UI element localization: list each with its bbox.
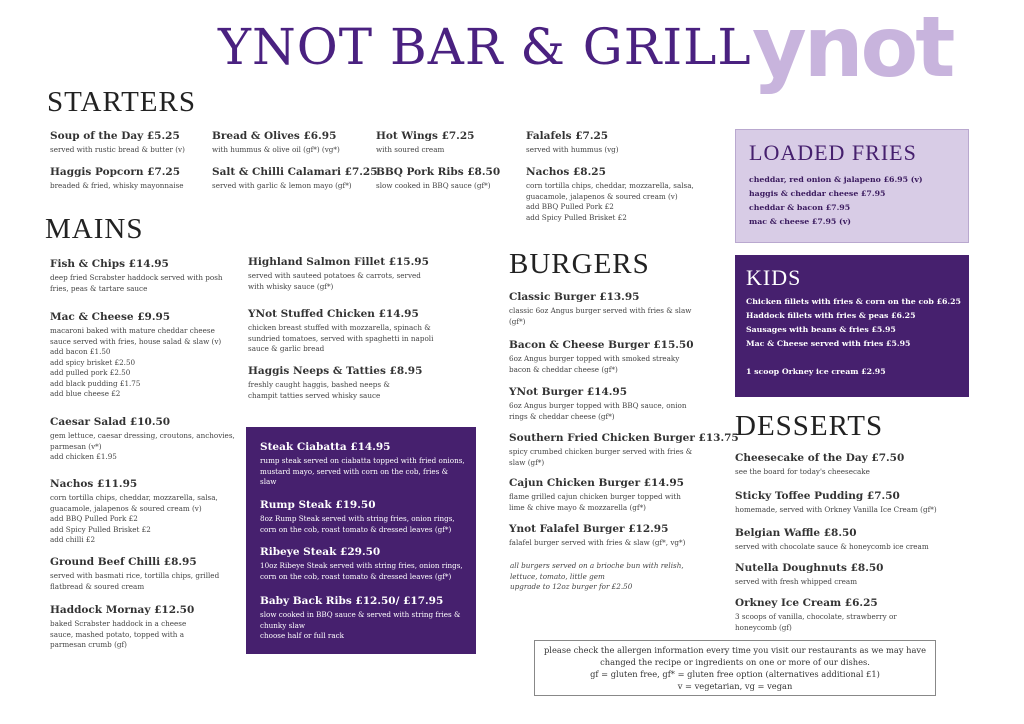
menu-item bbox=[212, 130, 372, 156]
item-name: Steak Ciabatta £14.95 bbox=[260, 441, 391, 453]
item-desc: slow cooked in BBQ sauce (gf*) bbox=[376, 181, 491, 190]
item-desc: served with chocolate sauce & honeycomb ice cream bbox=[735, 542, 929, 551]
allergen-line: gf = gluten free, gf* = gluten free option (alternatives additional £1) bbox=[590, 669, 880, 679]
item-desc: served with hummus (vg) bbox=[526, 145, 619, 154]
menu-item bbox=[260, 499, 465, 535]
item-desc: with soured cream bbox=[376, 145, 445, 154]
menu-item bbox=[735, 597, 910, 633]
burgers-heading: BURGERS bbox=[509, 248, 650, 280]
item-name: Belgian Waffle £8.50 bbox=[735, 527, 857, 539]
menu-item bbox=[376, 130, 516, 156]
item-desc: served with fresh whipped cream bbox=[735, 577, 858, 586]
item-name: Salt & Chilli Calamari £7.25 bbox=[212, 166, 378, 178]
item-name: Haggis Neeps & Tatties £8.95 bbox=[248, 365, 423, 377]
item-desc: slow cooked in BBQ sauce & served with string fries & chunky slaw choose half or full rack bbox=[260, 610, 461, 640]
item-name: Ribeye Steak £29.50 bbox=[260, 546, 381, 558]
item-name: Falafels £7.25 bbox=[526, 130, 609, 142]
item-name: Sticky Toffee Pudding £7.50 bbox=[735, 490, 900, 502]
item-desc: breaded & fried, whisky mayonnaise bbox=[50, 181, 184, 190]
menu-item bbox=[526, 166, 701, 223]
menu-item bbox=[735, 490, 965, 516]
menu-item bbox=[260, 441, 465, 488]
list-item: Haddock fillets with fries & peas £6.25 bbox=[746, 311, 916, 320]
menu-item bbox=[212, 166, 378, 192]
item-name: Baby Back Ribs £12.50/ £17.95 bbox=[260, 595, 444, 607]
allergen-line: v = vegetarian, vg = vegan bbox=[677, 681, 793, 691]
list-item: Chicken fillets with fries & corn on the cob £6.25 bbox=[746, 297, 961, 306]
item-desc: with hummus & olive oil (gf*) (vg*) bbox=[212, 145, 340, 154]
item-desc: flame grilled cajun chicken burger topped with lime & chive mayo & mozzarella (gf*) bbox=[509, 492, 681, 512]
item-desc: served with sauteed potatoes & carrots, served with whisky sauce (gf*) bbox=[248, 271, 421, 291]
item-name: Bread & Olives £6.95 bbox=[212, 130, 337, 142]
item-desc: served with basmati rice, tortilla chips, grilled flatbread & soured cream bbox=[50, 571, 220, 591]
starters-heading: STARTERS bbox=[47, 86, 196, 118]
item-desc: 10oz Ribeye Steak served with string fries, onion rings, corn on the cob, roast tomato & dressed leaves (gf*) bbox=[260, 561, 463, 581]
page-title: YNOT BAR & GRILL bbox=[218, 18, 752, 76]
loaded-fries-box bbox=[735, 129, 969, 243]
menu-item bbox=[735, 452, 955, 478]
item-desc: homemade, served with Orkney Vanilla Ice Cream (gf*) bbox=[735, 505, 937, 514]
ynot-logo: ynot bbox=[752, 0, 953, 96]
item-desc: macaroni baked with mature cheddar cheese sauce served with fries, house salad & slaw (v) add bacon £1.50 add spicy brisket £2.50 add pulled pork £2.50 add black pudding £1.75 add blue cheese £2 bbox=[50, 326, 222, 398]
desserts-heading: DESSERTS bbox=[735, 410, 884, 442]
item-name: Nutella Doughnuts £8.50 bbox=[735, 562, 884, 574]
menu-item bbox=[509, 523, 694, 549]
list-item: cheddar & bacon £7.95 bbox=[749, 203, 851, 212]
item-name: BBQ Pork Ribs £8.50 bbox=[376, 166, 501, 178]
item-name: Fish & Chips £14.95 bbox=[50, 258, 169, 270]
item-name: Orkney Ice Cream £6.25 bbox=[735, 597, 878, 609]
item-name: Bacon & Cheese Burger £15.50 bbox=[509, 339, 694, 351]
menu-item bbox=[50, 130, 200, 156]
kids-box bbox=[735, 255, 969, 397]
item-name: Nachos £8.25 bbox=[526, 166, 606, 178]
kids-list bbox=[746, 295, 961, 379]
menu-item bbox=[248, 256, 438, 292]
menu-item bbox=[50, 258, 235, 294]
item-desc: see the board for today's cheesecake bbox=[735, 467, 870, 476]
item-name: YNot Burger £14.95 bbox=[509, 386, 628, 398]
item-name: Cajun Chicken Burger £14.95 bbox=[509, 477, 684, 489]
allergen-line: please check the allergen information every time you visit our restaurants as we may have bbox=[544, 645, 926, 655]
item-desc: 8oz Rump Steak served with string fries, onion rings, corn on the cob, roast tomato & dressed leaves (gf*) bbox=[260, 514, 455, 534]
item-name: YNot Stuffed Chicken £14.95 bbox=[248, 308, 419, 320]
item-desc: classic 6oz Angus burger served with fries & slaw (gf*) bbox=[509, 306, 692, 326]
item-desc: served with rustic bread & butter (v) bbox=[50, 145, 185, 154]
menu-item bbox=[509, 339, 694, 375]
menu-item bbox=[260, 595, 465, 642]
item-desc: gem lettuce, caesar dressing, croutons, anchovies, parmesan (v*) add chicken £1.95 bbox=[50, 431, 235, 461]
item-name: Haddock Mornay £12.50 bbox=[50, 604, 195, 616]
menu-item bbox=[526, 130, 701, 156]
menu-item bbox=[50, 416, 235, 463]
item-name: Ynot Falafel Burger £12.95 bbox=[509, 523, 669, 535]
menu-item bbox=[248, 365, 423, 401]
item-name: Nachos £11.95 bbox=[50, 478, 138, 490]
menu-item bbox=[50, 311, 235, 400]
item-desc: baked Scrabster haddock in a cheese sauce, mashed potato, topped with a parmesan crumb (gf) bbox=[50, 619, 187, 649]
menu-item bbox=[509, 477, 694, 513]
item-name: Caesar Salad £10.50 bbox=[50, 416, 171, 428]
loaded-fries-heading: LOADED FRIES bbox=[749, 140, 917, 165]
item-name: Haggis Popcorn £7.25 bbox=[50, 166, 181, 178]
menu-item bbox=[735, 527, 965, 553]
item-name: Classic Burger £13.95 bbox=[509, 291, 640, 303]
menu-item bbox=[50, 166, 200, 192]
steaks-box bbox=[246, 427, 476, 654]
item-name: Rump Steak £19.50 bbox=[260, 499, 376, 511]
item-name: Southern Fried Chicken Burger £13.75 bbox=[509, 432, 739, 444]
menu-item bbox=[50, 604, 210, 651]
list-item: mac & cheese £7.95 (v) bbox=[749, 217, 851, 226]
allergen-notice bbox=[534, 640, 936, 696]
item-name: Soup of the Day £5.25 bbox=[50, 130, 180, 142]
item-desc: 6oz Angus burger topped with BBQ sauce, onion rings & cheddar cheese (gf*) bbox=[509, 401, 687, 421]
item-desc: corn tortilla chips, cheddar, mozzarella, salsa, guacamole, jalapenos & soured cream (v) add BBQ Pulled Pork £2 add Spicy Pulled Brisket £2 add chilli £2 bbox=[50, 493, 218, 544]
burger-note: all burgers served on a brioche bun with relish, lettuce, tomato, little gem upgrade to 12oz burger for £2.50 bbox=[510, 561, 684, 591]
kids-heading: KIDS bbox=[746, 265, 802, 290]
menu-item bbox=[509, 291, 694, 327]
list-item: haggis & cheddar cheese £7.95 bbox=[749, 189, 886, 198]
item-desc: falafel burger served with fries & slaw (gf*, vg*) bbox=[509, 538, 686, 547]
item-desc: rump steak served on ciabatta topped with fried onions, mustard mayo, served with corn on the cob, fries & slaw bbox=[260, 456, 465, 486]
menu-item bbox=[509, 432, 739, 468]
list-item: cheddar, red onion & jalapeno £6.95 (v) bbox=[749, 175, 923, 184]
menu-item bbox=[735, 562, 955, 588]
item-desc: 3 scoops of vanilla, chocolate, strawberry or honeycomb (gf) bbox=[735, 612, 897, 632]
item-desc: 6oz Angus burger topped with smoked streaky bacon & cheddar cheese (gf*) bbox=[509, 354, 680, 374]
item-desc: deep fried Scrabster haddock served with posh fries, peas & tartare sauce bbox=[50, 273, 223, 293]
menu-item bbox=[376, 166, 516, 192]
item-desc: served with garlic & lemon mayo (gf*) bbox=[212, 181, 352, 190]
menu-item bbox=[50, 556, 235, 592]
item-name: Cheesecake of the Day £7.50 bbox=[735, 452, 905, 464]
item-name: Mac & Cheese £9.95 bbox=[50, 311, 171, 323]
menu-item bbox=[509, 386, 694, 422]
list-item: 1 scoop Orkney ice cream £2.95 bbox=[746, 367, 886, 376]
menu-item bbox=[260, 546, 465, 582]
menu-item bbox=[50, 478, 235, 546]
allergen-line: changed the recipe or ingredients on one or more of our dishes. bbox=[600, 657, 870, 667]
mains-heading: MAINS bbox=[45, 213, 144, 245]
menu-item bbox=[248, 308, 438, 355]
loaded-fries-list bbox=[749, 173, 923, 229]
list-item: Sausages with beans & fries £5.95 bbox=[746, 325, 896, 334]
item-desc: freshly caught haggis, bashed neeps & champit tatties served whisky sauce bbox=[248, 380, 390, 400]
item-desc: chicken breast stuffed with mozzarella, spinach & sundried tomatoes, served with spaghetti in napoli sauce & garlic bread bbox=[248, 323, 434, 353]
item-name: Hot Wings £7.25 bbox=[376, 130, 475, 142]
item-name: Highland Salmon Fillet £15.95 bbox=[248, 256, 429, 268]
item-desc: corn tortilla chips, cheddar, mozzarella, salsa, guacamole, jalapenos & soured cream (v) add BBQ Pulled Pork £2 add Spicy Pulled Brisket £2 bbox=[526, 181, 694, 222]
item-name: Ground Beef Chilli £8.95 bbox=[50, 556, 197, 568]
list-item: Mac & Cheese served with fries £5.95 bbox=[746, 339, 911, 348]
item-desc: spicy crumbed chicken burger served with fries & slaw (gf*) bbox=[509, 447, 693, 467]
